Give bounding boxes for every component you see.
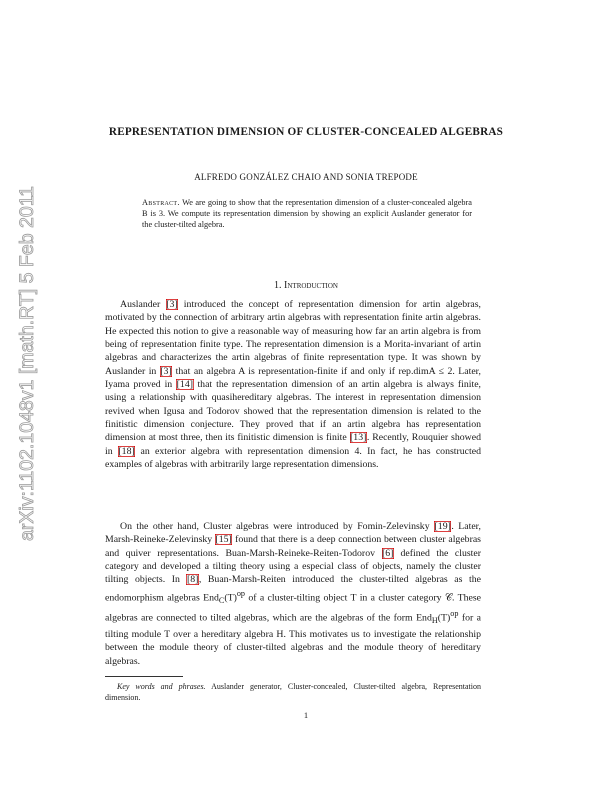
math-text: (T) — [437, 612, 451, 624]
footnote-label: Key words and phrases. — [117, 682, 206, 691]
citation-link[interactable]: [15] — [215, 534, 232, 546]
citation-link[interactable]: [19] — [434, 521, 451, 532]
paragraph-text: an exterior algebra with representation dimension 4. In fact, he has constructed examples of algebras with arbitrarily large representation dimensions. — [105, 445, 481, 471]
math-text: (T) — [224, 591, 237, 603]
paragraph-text: found that there is a deep connection between cluster algebras and quiver representations. Buan-Marsh-Reineke-Reiten-Todorov — [105, 534, 481, 559]
intro-paragraph-2 — [105, 520, 481, 668]
paragraph-text: for a tilting module T over a hereditary algebra H. This motivates us to investigate the relationship between the module theory of cluster-tilted algebras and the module theory of hereditary algebras. — [105, 612, 482, 667]
math-subscript: H — [431, 616, 438, 626]
paragraph-text: that the representation dimension of an artin algebra is always finite, using a relationship with quasihereditary algebras. The interest in representation dimension revived when Igusa and Todorov showed that the representation dimension is related to the finitistic dimension conjecture. They proved that if an artin algebra has representation dimension at most three, then its finitistic dimension is finite — [105, 379, 481, 444]
intro-paragraph-1 — [105, 298, 481, 471]
citation-link[interactable]: [3] — [160, 365, 172, 377]
citation-link[interactable]: [13] — [350, 432, 367, 444]
abstract-label: Abstract. — [142, 198, 180, 207]
paragraph-text: . Later, Marsh-Reineke-Zelevinsky — [105, 521, 481, 546]
paper-authors: ALFREDO GONZÁLEZ CHAIO AND SONIA TREPODE — [194, 172, 418, 182]
citation-link[interactable]: [6] — [382, 547, 394, 559]
paragraph-text: Auslander — [120, 299, 166, 310]
abstract — [142, 197, 472, 231]
footnote-text: Auslander generator, Cluster-concealed, Cluster-tilted algebra, Representation dimension. — [105, 682, 482, 702]
citation-link[interactable]: [18] — [118, 445, 135, 457]
paragraph-text: that an algebra A is representation-finite if and only if rep.dimA ≤ 2. Later, Iyama proved in — [105, 365, 481, 391]
paragraph-text: introduced the concept of representation dimension for artin algebras, motivated by the connection of arbitrary artin algebras with representation finite artin algebras. He expected this notion to give a reasonable way of measuring how far an artin algebra is from being of representation finite type. The representation dimension is a Morita-invariant of artin algebras and characterizes the artin algebras of finite representation type. It was shown by Auslander in — [105, 299, 481, 377]
footnote-divider — [105, 676, 183, 677]
math-superscript: op — [450, 609, 459, 619]
paragraph-text: , Buan-Marsh-Reiten introduced the cluster-tilted algebras as the endomorphism algebras End — [105, 574, 481, 603]
footnote-keywords — [105, 681, 481, 703]
citation-link[interactable]: [14] — [176, 379, 193, 391]
paper-title: REPRESENTATION DIMENSION OF CLUSTER-CONCEALED ALGEBRAS — [108, 126, 504, 138]
math-subscript: C — [218, 595, 225, 605]
math-superscript: op — [236, 588, 245, 598]
paragraph-text: . Recently, Rouquier showed in — [105, 432, 481, 457]
paragraph-text: defined the cluster category and developed a tilting theory using a especial class of objects, namely the cluster tilting objects. In — [105, 547, 481, 586]
citation-link[interactable]: [8] — [186, 574, 199, 586]
arxiv-stamp-text: arXiv:1102.1048v1 [math.RT] 5 Feb 2011 — [16, 186, 38, 541]
page-number: 1 — [303, 710, 309, 720]
arxiv-identifier-stamp[interactable] — [8, 183, 40, 543]
abstract-text: We are going to show that the representation dimension of a cluster-concealed algebra B is 3. We compute its representation dimension by showing an explicit Auslander generator for the cluster-tilted algebra. — [142, 198, 472, 230]
paragraph-text: of a cluster-tilting object T in a cluster category 𝒞. These algebras are connected to tilted algebras, which are the algebras of the form End — [105, 591, 481, 624]
section-heading-introduction: 1. Introduction — [274, 280, 338, 291]
paragraph-text: On the other hand, Cluster algebras were introduced by Fomin-Zelevinsky — [120, 521, 435, 532]
citation-link[interactable]: [3] — [166, 299, 178, 310]
